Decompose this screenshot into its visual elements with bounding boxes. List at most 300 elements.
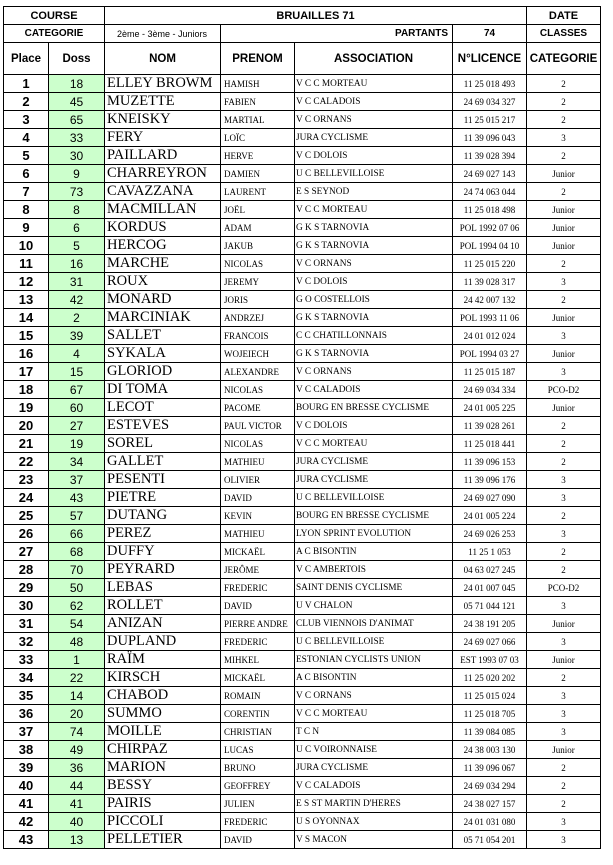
nom-cell: BESSY bbox=[105, 777, 221, 795]
place-cell: 42 bbox=[4, 813, 49, 831]
nom-cell: MOILLE bbox=[105, 723, 221, 741]
doss-cell: 68 bbox=[49, 543, 105, 561]
licence-cell: 11 25 015 187 bbox=[453, 363, 527, 381]
licence-cell: 24 69 027 066 bbox=[453, 633, 527, 651]
categorie-value: 2ème - 3ème - Juniors bbox=[105, 25, 221, 43]
nom-cell: KORDUS bbox=[105, 219, 221, 237]
association-cell: JURA CYCLISME bbox=[295, 759, 453, 777]
prenom-cell: FREDERIC bbox=[221, 579, 295, 597]
table-row bbox=[4, 813, 601, 831]
licence-cell: 05 71 044 121 bbox=[453, 597, 527, 615]
table-row bbox=[4, 165, 601, 183]
association-cell: V C AMBERTOIS bbox=[295, 561, 453, 579]
association-cell: U C BELLEVILLOISE bbox=[295, 489, 453, 507]
prenom-cell: DAMIEN bbox=[221, 165, 295, 183]
table-row bbox=[4, 237, 601, 255]
prenom-cell: DAVID bbox=[221, 597, 295, 615]
licence-cell: 11 25 015 220 bbox=[453, 255, 527, 273]
table-row bbox=[4, 219, 601, 237]
table-row bbox=[4, 453, 601, 471]
prenom-cell: FREDERIC bbox=[221, 813, 295, 831]
association-cell: V C DOLOIS bbox=[295, 273, 453, 291]
partants-value: 74 bbox=[453, 25, 527, 43]
association-cell: V C DOLOIS bbox=[295, 417, 453, 435]
categorie-cell: 2 bbox=[527, 777, 601, 795]
table-row bbox=[4, 615, 601, 633]
licence-cell: 24 01 007 045 bbox=[453, 579, 527, 597]
table-row bbox=[4, 471, 601, 489]
table-row bbox=[4, 777, 601, 795]
licence-cell: 24 42 007 132 bbox=[453, 291, 527, 309]
nom-cell: MUZETTE bbox=[105, 93, 221, 111]
licence-cell: 11 39 028 394 bbox=[453, 147, 527, 165]
categorie-cell: 2 bbox=[527, 507, 601, 525]
association-cell: V C C MORTEAU bbox=[295, 75, 453, 93]
categorie-cell: Junior bbox=[527, 399, 601, 417]
doss-cell: 2 bbox=[49, 309, 105, 327]
doss-cell: 1 bbox=[49, 651, 105, 669]
categorie-cell: 2 bbox=[527, 111, 601, 129]
association-cell: JURA CYCLISME bbox=[295, 129, 453, 147]
categorie-cell: 2 bbox=[527, 183, 601, 201]
table-row bbox=[4, 831, 601, 849]
prenom-cell: CORENTIN bbox=[221, 705, 295, 723]
categorie-cell: 2 bbox=[527, 93, 601, 111]
doss-cell: 73 bbox=[49, 183, 105, 201]
categorie-cell: 3 bbox=[527, 129, 601, 147]
prenom-cell: JULIEN bbox=[221, 795, 295, 813]
table-row bbox=[4, 597, 601, 615]
association-cell: G K S TARNOVIA bbox=[295, 237, 453, 255]
prenom-cell: MIHKEL bbox=[221, 651, 295, 669]
place-cell: 24 bbox=[4, 489, 49, 507]
prenom-cell: WOJEIECH bbox=[221, 345, 295, 363]
nom-cell: MONARD bbox=[105, 291, 221, 309]
doss-cell: 36 bbox=[49, 759, 105, 777]
doss-cell: 74 bbox=[49, 723, 105, 741]
nom-cell: ROUX bbox=[105, 273, 221, 291]
licence-cell: 24 38 027 157 bbox=[453, 795, 527, 813]
doss-cell: 65 bbox=[49, 111, 105, 129]
place-cell: 1 bbox=[4, 75, 49, 93]
doss-cell: 66 bbox=[49, 525, 105, 543]
doss-cell: 42 bbox=[49, 291, 105, 309]
categorie-cell: 3 bbox=[527, 831, 601, 849]
table-row bbox=[4, 129, 601, 147]
doss-cell: 45 bbox=[49, 93, 105, 111]
association-cell: ESTONIAN CYCLISTS UNION bbox=[295, 651, 453, 669]
licence-cell: 11 39 028 317 bbox=[453, 273, 527, 291]
categorie-cell: Junior bbox=[527, 309, 601, 327]
licence-cell: 05 71 054 201 bbox=[453, 831, 527, 849]
prenom-cell: MARTIAL bbox=[221, 111, 295, 129]
doss-cell: 40 bbox=[49, 813, 105, 831]
categorie-cell: 3 bbox=[527, 273, 601, 291]
categorie-cell: 2 bbox=[527, 255, 601, 273]
place-cell: 38 bbox=[4, 741, 49, 759]
column-header-licence: N°LICENCE bbox=[453, 43, 527, 75]
column-header-doss: Doss bbox=[49, 43, 105, 75]
association-cell: U C BELLEVILLOISE bbox=[295, 165, 453, 183]
nom-cell: RAÏM bbox=[105, 651, 221, 669]
column-header-prenom: PRENOM bbox=[221, 43, 295, 75]
prenom-cell: LOÏC bbox=[221, 129, 295, 147]
licence-cell: 24 69 027 143 bbox=[453, 165, 527, 183]
nom-cell: MARION bbox=[105, 759, 221, 777]
nom-cell: GLORIOD bbox=[105, 363, 221, 381]
association-cell: V C C MORTEAU bbox=[295, 705, 453, 723]
place-cell: 7 bbox=[4, 183, 49, 201]
doss-cell: 20 bbox=[49, 705, 105, 723]
nom-cell: DI TOMA bbox=[105, 381, 221, 399]
prenom-cell: PAUL VICTOR bbox=[221, 417, 295, 435]
place-cell: 36 bbox=[4, 705, 49, 723]
column-header-place: Place bbox=[4, 43, 49, 75]
association-cell: BOURG EN BRESSE CYCLISME bbox=[295, 507, 453, 525]
licence-cell: 24 38 003 130 bbox=[453, 741, 527, 759]
categorie-cell: 2 bbox=[527, 75, 601, 93]
categorie-cell: PCO-D2 bbox=[527, 381, 601, 399]
nom-cell: KIRSCH bbox=[105, 669, 221, 687]
prenom-cell: DAVID bbox=[221, 489, 295, 507]
categorie-cell: 2 bbox=[527, 435, 601, 453]
table-row bbox=[4, 795, 601, 813]
nom-cell: LEBAS bbox=[105, 579, 221, 597]
place-cell: 31 bbox=[4, 615, 49, 633]
doss-cell: 67 bbox=[49, 381, 105, 399]
place-cell: 8 bbox=[4, 201, 49, 219]
categorie-cell: Junior bbox=[527, 345, 601, 363]
association-cell: G K S TARNOVIA bbox=[295, 219, 453, 237]
categorie-cell: Junior bbox=[527, 201, 601, 219]
prenom-cell: LUCAS bbox=[221, 741, 295, 759]
licence-cell: 11 39 084 085 bbox=[453, 723, 527, 741]
association-cell: JURA CYCLISME bbox=[295, 453, 453, 471]
categorie-cell: 3 bbox=[527, 633, 601, 651]
nom-cell: DUPLAND bbox=[105, 633, 221, 651]
doss-cell: 48 bbox=[49, 633, 105, 651]
doss-cell: 9 bbox=[49, 165, 105, 183]
header-row-categorie bbox=[4, 25, 601, 43]
place-cell: 19 bbox=[4, 399, 49, 417]
licence-cell: 24 69 026 253 bbox=[453, 525, 527, 543]
nom-cell: SUMMO bbox=[105, 705, 221, 723]
categorie-cell: Junior bbox=[527, 237, 601, 255]
place-cell: 20 bbox=[4, 417, 49, 435]
place-cell: 11 bbox=[4, 255, 49, 273]
doss-cell: 16 bbox=[49, 255, 105, 273]
doss-cell: 50 bbox=[49, 579, 105, 597]
categorie-cell: 3 bbox=[527, 525, 601, 543]
place-cell: 40 bbox=[4, 777, 49, 795]
categorie-cell: 3 bbox=[527, 705, 601, 723]
nom-cell: CHABOD bbox=[105, 687, 221, 705]
association-cell: V C C MORTEAU bbox=[295, 435, 453, 453]
licence-cell: 24 01 031 080 bbox=[453, 813, 527, 831]
licence-cell: 24 01 012 024 bbox=[453, 327, 527, 345]
association-cell: U C BELLEVILLOISE bbox=[295, 633, 453, 651]
doss-cell: 41 bbox=[49, 795, 105, 813]
doss-cell: 39 bbox=[49, 327, 105, 345]
licence-cell: 11 39 028 261 bbox=[453, 417, 527, 435]
prenom-cell: JAKUB bbox=[221, 237, 295, 255]
nom-cell: ANIZAN bbox=[105, 615, 221, 633]
doss-cell: 6 bbox=[49, 219, 105, 237]
categorie-cell: 3 bbox=[527, 813, 601, 831]
association-cell: V C C MORTEAU bbox=[295, 201, 453, 219]
association-cell: SAINT DENIS CYCLISME bbox=[295, 579, 453, 597]
categorie-cell: 2 bbox=[527, 759, 601, 777]
table-row bbox=[4, 525, 601, 543]
prenom-cell: OLIVIER bbox=[221, 471, 295, 489]
association-cell: LYON SPRINT EVOLUTION bbox=[295, 525, 453, 543]
prenom-cell: ANDRZEJ bbox=[221, 309, 295, 327]
licence-cell: POL 1993 11 06 bbox=[453, 309, 527, 327]
nom-cell: HERCOG bbox=[105, 237, 221, 255]
licence-cell: 24 38 191 205 bbox=[453, 615, 527, 633]
place-cell: 26 bbox=[4, 525, 49, 543]
nom-cell: SOREL bbox=[105, 435, 221, 453]
licence-cell: 24 01 005 224 bbox=[453, 507, 527, 525]
categorie-cell: 2 bbox=[527, 453, 601, 471]
licence-cell: 24 69 034 327 bbox=[453, 93, 527, 111]
licence-cell: 11 39 096 176 bbox=[453, 471, 527, 489]
nom-cell: CHARREYRON bbox=[105, 165, 221, 183]
place-cell: 39 bbox=[4, 759, 49, 777]
nom-cell: DUFFY bbox=[105, 543, 221, 561]
doss-cell: 33 bbox=[49, 129, 105, 147]
doss-cell: 34 bbox=[49, 453, 105, 471]
place-cell: 32 bbox=[4, 633, 49, 651]
association-cell: V C CALADOIS bbox=[295, 381, 453, 399]
doss-cell: 57 bbox=[49, 507, 105, 525]
categorie-cell: 3 bbox=[527, 723, 601, 741]
nom-cell: ESTEVES bbox=[105, 417, 221, 435]
table-row bbox=[4, 399, 601, 417]
doss-cell: 8 bbox=[49, 201, 105, 219]
place-cell: 21 bbox=[4, 435, 49, 453]
association-cell: V S MACON bbox=[295, 831, 453, 849]
place-cell: 23 bbox=[4, 471, 49, 489]
nom-cell: PESENTI bbox=[105, 471, 221, 489]
association-cell: E S ST MARTIN D'HERES bbox=[295, 795, 453, 813]
prenom-cell: CHRISTIAN bbox=[221, 723, 295, 741]
table-row bbox=[4, 579, 601, 597]
association-cell: V C ORNANS bbox=[295, 687, 453, 705]
association-cell: U V CHALON bbox=[295, 597, 453, 615]
doss-cell: 18 bbox=[49, 75, 105, 93]
nom-cell: MARCINIAK bbox=[105, 309, 221, 327]
table-row bbox=[4, 651, 601, 669]
doss-cell: 44 bbox=[49, 777, 105, 795]
categorie-cell: Junior bbox=[527, 165, 601, 183]
categorie-cell: 3 bbox=[527, 363, 601, 381]
association-cell: CLUB VIENNOIS D'ANIMAT bbox=[295, 615, 453, 633]
association-cell: V C ORNANS bbox=[295, 363, 453, 381]
table-row bbox=[4, 723, 601, 741]
association-cell: A C BISONTIN bbox=[295, 543, 453, 561]
doss-cell: 49 bbox=[49, 741, 105, 759]
prenom-cell: LAURENT bbox=[221, 183, 295, 201]
place-cell: 10 bbox=[4, 237, 49, 255]
licence-cell: 11 25 015 217 bbox=[453, 111, 527, 129]
association-cell: BOURG EN BRESSE CYCLISME bbox=[295, 399, 453, 417]
place-cell: 33 bbox=[4, 651, 49, 669]
date-label: DATE bbox=[527, 7, 601, 25]
association-cell: U C VOIRONNAISE bbox=[295, 741, 453, 759]
doss-cell: 54 bbox=[49, 615, 105, 633]
table-row bbox=[4, 561, 601, 579]
licence-cell: 11 39 096 043 bbox=[453, 129, 527, 147]
prenom-cell: JERÔME bbox=[221, 561, 295, 579]
categorie-cell: 2 bbox=[527, 291, 601, 309]
doss-cell: 60 bbox=[49, 399, 105, 417]
doss-cell: 30 bbox=[49, 147, 105, 165]
table-row bbox=[4, 759, 601, 777]
place-cell: 27 bbox=[4, 543, 49, 561]
table-row bbox=[4, 435, 601, 453]
association-cell: G K S TARNOVIA bbox=[295, 309, 453, 327]
doss-cell: 70 bbox=[49, 561, 105, 579]
licence-cell: 24 69 034 294 bbox=[453, 777, 527, 795]
prenom-cell: JOËL bbox=[221, 201, 295, 219]
place-cell: 17 bbox=[4, 363, 49, 381]
categorie-cell: 2 bbox=[527, 543, 601, 561]
place-cell: 6 bbox=[4, 165, 49, 183]
licence-cell: 11 39 096 153 bbox=[453, 453, 527, 471]
prenom-cell: MATHIEU bbox=[221, 453, 295, 471]
results-body bbox=[4, 75, 601, 849]
doss-cell: 43 bbox=[49, 489, 105, 507]
nom-cell: PAIRIS bbox=[105, 795, 221, 813]
prenom-cell: HAMISH bbox=[221, 75, 295, 93]
place-cell: 2 bbox=[4, 93, 49, 111]
table-row bbox=[4, 633, 601, 651]
place-cell: 34 bbox=[4, 669, 49, 687]
place-cell: 16 bbox=[4, 345, 49, 363]
column-header-nom: NOM bbox=[105, 43, 221, 75]
table-row bbox=[4, 309, 601, 327]
table-row bbox=[4, 489, 601, 507]
prenom-cell: PACOME bbox=[221, 399, 295, 417]
table-row bbox=[4, 255, 601, 273]
table-row bbox=[4, 147, 601, 165]
nom-cell: LECOT bbox=[105, 399, 221, 417]
licence-cell: 24 69 034 334 bbox=[453, 381, 527, 399]
association-cell: T C N bbox=[295, 723, 453, 741]
course-label: COURSE bbox=[4, 7, 105, 25]
prenom-cell: BRUNO bbox=[221, 759, 295, 777]
table-row bbox=[4, 93, 601, 111]
place-cell: 29 bbox=[4, 579, 49, 597]
prenom-cell: GEOFFREY bbox=[221, 777, 295, 795]
doss-cell: 27 bbox=[49, 417, 105, 435]
categorie-cell: 2 bbox=[527, 417, 601, 435]
association-cell: G O COSTELLOIS bbox=[295, 291, 453, 309]
association-cell: V C CALADOIS bbox=[295, 93, 453, 111]
licence-cell: POL 1992 07 06 bbox=[453, 219, 527, 237]
licence-cell: 11 25 1 053 bbox=[453, 543, 527, 561]
table-row bbox=[4, 417, 601, 435]
place-cell: 13 bbox=[4, 291, 49, 309]
table-row bbox=[4, 183, 601, 201]
prenom-cell: KEVIN bbox=[221, 507, 295, 525]
nom-cell: SALLET bbox=[105, 327, 221, 345]
prenom-cell: NICOLAS bbox=[221, 435, 295, 453]
classes-label: CLASSES bbox=[527, 25, 601, 43]
nom-cell: MACMILLAN bbox=[105, 201, 221, 219]
prenom-cell: ROMAIN bbox=[221, 687, 295, 705]
prenom-cell: FRANCOIS bbox=[221, 327, 295, 345]
categorie-cell: 3 bbox=[527, 471, 601, 489]
place-cell: 35 bbox=[4, 687, 49, 705]
licence-cell: POL 1994 03 27 bbox=[453, 345, 527, 363]
nom-cell: GALLET bbox=[105, 453, 221, 471]
table-row bbox=[4, 291, 601, 309]
place-cell: 14 bbox=[4, 309, 49, 327]
licence-cell: 24 01 005 225 bbox=[453, 399, 527, 417]
association-cell: V C ORNANS bbox=[295, 255, 453, 273]
nom-cell: ELLEY BROWM bbox=[105, 75, 221, 93]
place-cell: 18 bbox=[4, 381, 49, 399]
doss-cell: 19 bbox=[49, 435, 105, 453]
categorie-cell: 3 bbox=[527, 687, 601, 705]
place-cell: 37 bbox=[4, 723, 49, 741]
nom-cell: FERY bbox=[105, 129, 221, 147]
prenom-cell: NICOLAS bbox=[221, 381, 295, 399]
prenom-cell: MATHIEU bbox=[221, 525, 295, 543]
licence-cell: 11 25 018 441 bbox=[453, 435, 527, 453]
place-cell: 25 bbox=[4, 507, 49, 525]
place-cell: 3 bbox=[4, 111, 49, 129]
association-cell: JURA CYCLISME bbox=[295, 471, 453, 489]
table-row bbox=[4, 741, 601, 759]
table-row bbox=[4, 507, 601, 525]
table-row bbox=[4, 363, 601, 381]
place-cell: 43 bbox=[4, 831, 49, 849]
prenom-cell: JEREMY bbox=[221, 273, 295, 291]
table-row bbox=[4, 543, 601, 561]
nom-cell: CHIRPAZ bbox=[105, 741, 221, 759]
licence-cell: 11 39 096 067 bbox=[453, 759, 527, 777]
doss-cell: 4 bbox=[49, 345, 105, 363]
column-header-row bbox=[4, 43, 601, 75]
prenom-cell: NICOLAS bbox=[221, 255, 295, 273]
place-cell: 9 bbox=[4, 219, 49, 237]
licence-cell: 11 25 015 024 bbox=[453, 687, 527, 705]
prenom-cell: JORIS bbox=[221, 291, 295, 309]
categorie-cell: PCO-D2 bbox=[527, 579, 601, 597]
place-cell: 12 bbox=[4, 273, 49, 291]
association-cell: G K S TARNOVIA bbox=[295, 345, 453, 363]
prenom-cell: MICKAËL bbox=[221, 669, 295, 687]
nom-cell: ROLLET bbox=[105, 597, 221, 615]
licence-cell: POL 1994 04 10 bbox=[453, 237, 527, 255]
doss-cell: 14 bbox=[49, 687, 105, 705]
categorie-label: CATEGORIE bbox=[4, 25, 105, 43]
place-cell: 5 bbox=[4, 147, 49, 165]
table-row bbox=[4, 327, 601, 345]
licence-cell: 24 74 063 044 bbox=[453, 183, 527, 201]
partants-label: PARTANTS bbox=[221, 25, 453, 43]
place-cell: 41 bbox=[4, 795, 49, 813]
nom-cell: PEYRARD bbox=[105, 561, 221, 579]
licence-cell: 04 63 027 245 bbox=[453, 561, 527, 579]
table-row bbox=[4, 273, 601, 291]
categorie-cell: Junior bbox=[527, 219, 601, 237]
association-cell: U S OYONNAX bbox=[295, 813, 453, 831]
column-header-categorie: CATEGORIE bbox=[527, 43, 601, 75]
